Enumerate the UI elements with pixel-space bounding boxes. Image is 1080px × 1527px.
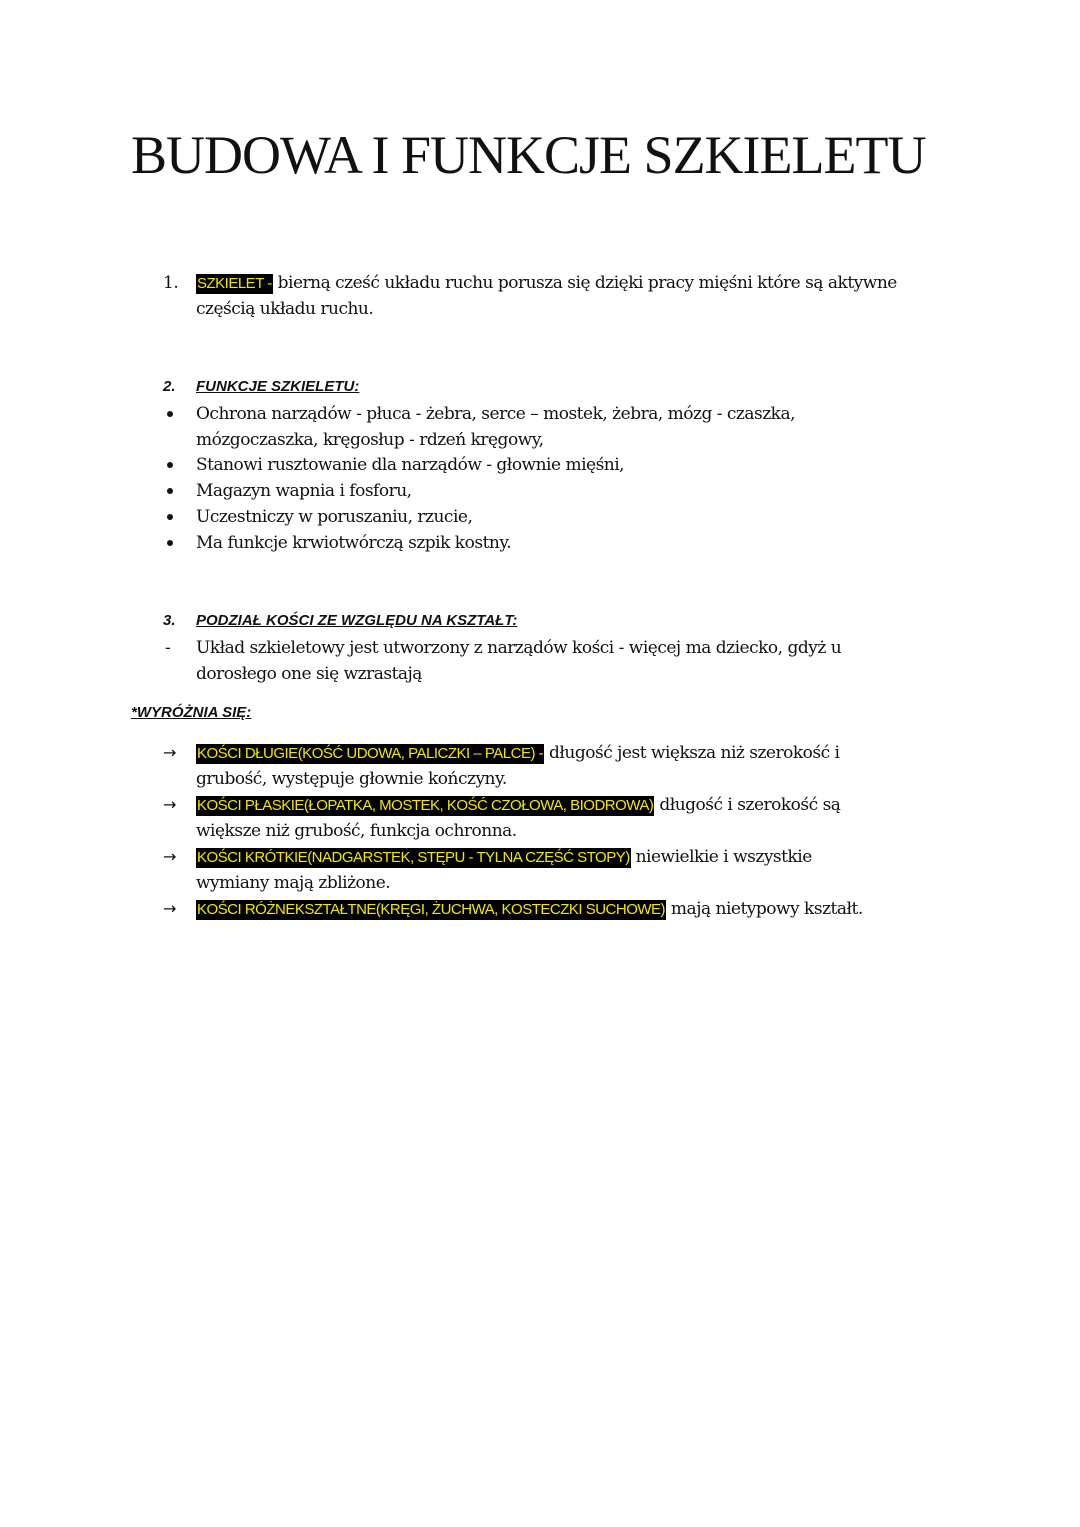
arrow-text-line2: wymiany mają zbliżone.: [196, 873, 391, 893]
bullet-text-line1: Magazyn wapnia i fosforu,: [196, 481, 412, 501]
arrow-right-icon: →: [163, 847, 176, 866]
section-3-number: 3.: [163, 612, 176, 629]
bullet-text-line2: mózgoczaszka, kręgosłup - rdzeń kręgowy,: [196, 430, 544, 450]
section-1-text-line2: częścią układu ruchu.: [196, 299, 374, 319]
arrow-text-line2: grubość, występuje głownie kończyny.: [196, 769, 507, 789]
section-1-content: [196, 270, 956, 322]
arrow-text-line1: długość jest większa niż szerokość i: [544, 743, 840, 763]
bullet-dot-icon: [167, 488, 173, 494]
page-title: BUDOWA I FUNKCJE SZKIELETU: [131, 125, 926, 185]
section-1-number: 1.: [163, 273, 179, 293]
dash-text-line2: dorosłego one się wzrastają: [196, 664, 422, 684]
section-2-heading: FUNKCJE SZKIELETU:: [196, 378, 360, 395]
arrow-right-icon: →: [163, 899, 176, 918]
section-1-text-line1: bierną cześć układu ruchu porusza się dzięki pracy mięśni które są aktywne: [272, 273, 897, 293]
bullet-text-line1: Stanowi rusztowanie dla narządów - głownie mięśni,: [196, 455, 625, 475]
arrow-text-line2: większe niż grubość, funkcja ochronna.: [196, 821, 517, 841]
arrow-right-icon: →: [163, 743, 176, 762]
bullet-dot-icon: [167, 462, 173, 468]
bullet-dot-icon: [167, 540, 173, 546]
bullet-text-line1: Ochrona narządów - płuca - żebra, serce – mostek, żebra, mózg - czaszka,: [196, 404, 796, 424]
bullet-text-line1: Ma funkcje krwiotwórczą szpik kostny.: [196, 533, 512, 553]
bullet-dot-icon: [167, 411, 173, 417]
arrow-text-line1: długość i szerokość są: [654, 795, 841, 815]
arrow-text-line1: niewielkie i wszystkie: [630, 847, 812, 867]
bone-type-highlight: KOŚCI DŁUGIE(KOŚĆ UDOWA, PALICZKI – PALCE) -: [197, 745, 544, 762]
szkielet-highlight: SZKIELET -: [197, 275, 272, 292]
dash-marker: -: [165, 638, 171, 658]
bone-type-highlight: KOŚCI PŁASKIE(ŁOPATKA, MOSTEK, KOŚĆ CZOŁOWA, BIODROWA): [197, 797, 654, 814]
dash-text-line1: Układ szkieletowy jest utworzony z narządów kości - więcej ma dziecko, gdyż u: [196, 638, 842, 658]
distinguish-heading: *WYRÓŻNIA SIĘ:: [131, 704, 252, 721]
bullet-dot-icon: [167, 514, 173, 520]
arrow-text-line1: mają nietypowy kształt.: [666, 899, 863, 919]
arrow-right-icon: →: [163, 795, 176, 814]
section-3-heading: PODZIAŁ KOŚCI ZE WZGLĘDU NA KSZTAŁT:: [196, 612, 518, 629]
bullet-text-line1: Uczestniczy w poruszaniu, rzucie,: [196, 507, 473, 527]
bone-type-highlight: KOŚCI RÓŻNEKSZTAŁTNE(KRĘGI, ŻUCHWA, KOSTECZKI SUCHOWE): [197, 901, 666, 918]
bone-type-highlight: KOŚCI KRÓTKIE(NADGARSTEK, STĘPU - TYLNA CZĘŚĆ STOPY): [197, 849, 630, 866]
section-2-number: 2.: [163, 378, 176, 395]
